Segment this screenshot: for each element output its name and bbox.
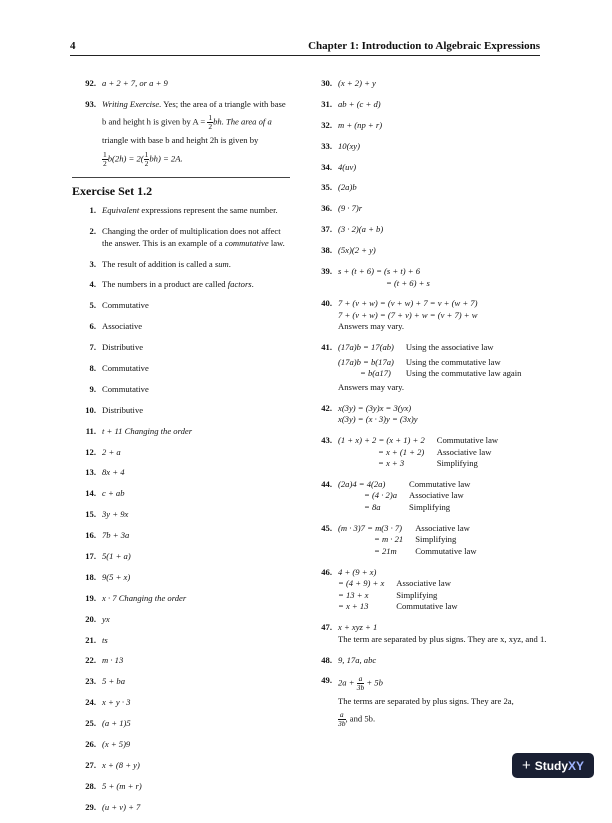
- exercise-number: 37.: [321, 224, 332, 235]
- equation-line: x(3y) = (x · 3)y = (3x)y: [338, 414, 418, 425]
- exercise-number: 4.: [89, 279, 96, 290]
- exercise-item: [78, 226, 290, 249]
- answer-text: bh) = 2A.: [149, 153, 183, 164]
- exercise-item: [78, 384, 290, 396]
- header-rule: [70, 55, 540, 56]
- exercise-answer: Distributive: [102, 342, 144, 353]
- page-number: 4: [70, 40, 76, 52]
- exercise-47: [314, 622, 554, 645]
- exercise-answer: [102, 205, 290, 217]
- exercise-number: 21.: [85, 634, 96, 645]
- exercise-number: 43.: [321, 435, 332, 446]
- exercise-answer: c + ab: [102, 488, 125, 499]
- exercise-item: [78, 614, 290, 626]
- logo-text: Study: [534, 758, 569, 773]
- step-expression: = x + 3: [378, 458, 405, 469]
- exercise-item: [314, 120, 554, 132]
- exercise-number: 7.: [89, 342, 96, 353]
- exercise-number: 41.: [321, 342, 332, 353]
- exercise-39: [314, 266, 554, 289]
- step-table: [338, 435, 504, 470]
- answer-text: The numbers in a product are called: [102, 279, 228, 290]
- exercise-number: 40.: [321, 298, 332, 309]
- studyxy-logo[interactable]: [512, 753, 594, 778]
- step-expression: = (4 · 2)a: [364, 490, 398, 501]
- exercise-number: 27.: [85, 759, 96, 770]
- exercise-item: [78, 321, 290, 333]
- step-expression: (2a)4 = 4(2a): [338, 478, 386, 489]
- exercise-answer: 7b + 3a: [102, 530, 130, 541]
- exercise-item: [314, 99, 554, 111]
- exercise-number: 34.: [321, 161, 332, 172]
- answer-list: [78, 300, 290, 813]
- exercise-44: [314, 479, 554, 514]
- equation-line: 4 + (9 + x): [338, 566, 377, 577]
- exercise-number: 28.: [85, 780, 96, 791]
- exercise-item: [314, 203, 554, 215]
- exercise-item: [78, 488, 290, 500]
- answer-text: triangle with base b and height 2h is given by: [102, 135, 259, 146]
- exercise-answer: m + (np + r): [338, 119, 383, 130]
- step-expression: = x + (1 + 2): [378, 446, 425, 457]
- exercise-number: 14.: [85, 488, 96, 499]
- equation-line: x(3y) = (3y)x = 3(yx): [338, 402, 412, 413]
- answer-text: bh. The area of a: [213, 116, 272, 127]
- exercise-number: 9.: [89, 383, 96, 394]
- exercise-number: 49.: [321, 675, 332, 686]
- exercise-answer: m · 13: [102, 655, 124, 666]
- exercise-answer: 9(5 + x): [102, 571, 131, 582]
- exercise-answer: (2a)b: [338, 182, 357, 193]
- exercise-number: 31.: [321, 98, 332, 109]
- exercise-92: [78, 78, 290, 90]
- step-reason: Simplifying: [409, 501, 451, 512]
- exercise-item: [78, 205, 290, 217]
- step-expression: (17a)b = 17(ab): [338, 342, 394, 353]
- equation-line: = (t + 6) + s: [386, 277, 430, 288]
- exercise-answer: (x + 5)9: [102, 739, 131, 750]
- writing-exercise-label: Writing Exercise.: [102, 98, 162, 109]
- exercise-answer: 5 + (m + r): [102, 780, 142, 791]
- right-column: [314, 78, 554, 737]
- exercise-number: 19.: [85, 592, 96, 603]
- step-reason: Simplifying: [396, 589, 438, 600]
- exercise-answer: Distributive: [102, 404, 144, 415]
- exercise-43: [314, 435, 554, 470]
- exercise-item: [314, 78, 554, 90]
- answer-keyword: sum: [214, 258, 229, 269]
- exercise-answer: t + 11 Changing the order: [102, 425, 193, 436]
- exercise-number: 1.: [89, 205, 96, 216]
- exercise-answer: (5x)(2 + y): [338, 245, 376, 256]
- exercise-answer: Commutative: [102, 363, 149, 374]
- exercise-item: [78, 802, 290, 814]
- note: , and 5b.: [345, 713, 376, 724]
- equation-line: 7 + (v + w) = (7 + v) + w = (v + 7) + w: [338, 309, 478, 320]
- logo-text-accent: XY: [568, 758, 585, 773]
- equation-part: 2a +: [338, 677, 357, 688]
- step-reason: Using the commutative law again: [405, 368, 522, 379]
- exercise-number: 3.: [89, 258, 96, 269]
- step-expression: = (4 + 9) + x: [338, 578, 385, 589]
- fraction: $\frac{a}{3b}$: [356, 674, 365, 693]
- answer-text: .: [228, 258, 231, 269]
- exercise-number: 22.: [85, 655, 96, 666]
- fraction: $\frac{1}{2}$: [144, 149, 149, 168]
- exercise-answer: Commutative: [102, 383, 149, 394]
- exercise-number: 45.: [321, 522, 332, 533]
- exercise-number: 18.: [85, 571, 96, 582]
- step-reason: Using the commutative law: [405, 356, 501, 367]
- answer-text: Changing the order of multiplication does not affect the answer. This is an example of a: [102, 226, 281, 248]
- exercise-number: 42.: [321, 402, 332, 413]
- exercise-48: [314, 655, 554, 667]
- exercise-number: 35.: [321, 182, 332, 193]
- exercise-item: [78, 676, 290, 688]
- fraction: $\frac{1}{2}$: [103, 149, 107, 168]
- exercise-number: 32.: [321, 119, 332, 130]
- exercise-number: 16.: [85, 530, 96, 541]
- answer-text: b and height h is given by A =: [102, 116, 208, 127]
- step-table: [338, 578, 464, 613]
- exercise-answer: (3 · 2)(a + b): [338, 224, 384, 235]
- exercise-item: [78, 655, 290, 667]
- left-column: [72, 78, 290, 823]
- exercise-item: [78, 781, 290, 793]
- exercise-answer: (9 · 7)r: [338, 203, 363, 214]
- step-expression: = 8a: [364, 501, 381, 512]
- exercise-item: [314, 141, 554, 153]
- exercise-number: 93.: [85, 98, 96, 109]
- step-reason: Using the associative law: [405, 342, 494, 353]
- exercise-item: [78, 551, 290, 563]
- exercise-item: [78, 405, 290, 417]
- exercise-item: [78, 342, 290, 354]
- answer-keyword: commutative: [224, 237, 269, 248]
- exercise-number: 33.: [321, 140, 332, 151]
- exercise-item: [78, 447, 290, 459]
- exercise-item: [78, 572, 290, 584]
- exercise-item: [78, 635, 290, 647]
- exercise-number: 13.: [85, 467, 96, 478]
- exercise-answer: (x + 2) + y: [338, 78, 376, 88]
- exercise-number: 25.: [85, 718, 96, 729]
- exercise-number: 38.: [321, 245, 332, 256]
- exercise-item: [78, 426, 290, 438]
- step-expression: (17a)b = b(17a): [338, 356, 394, 367]
- fraction: $\frac{a}{3b}$: [338, 709, 346, 728]
- step-expression: (1 + x) + 2 = (x + 1) + 2: [338, 435, 425, 446]
- step-reason: Simplifying: [415, 534, 457, 545]
- exercise-item: [78, 300, 290, 312]
- step-expression: = m · 21: [374, 534, 404, 545]
- exercise-number: 36.: [321, 203, 332, 214]
- exercise-answer: a + 2 + 7, or a + 9: [102, 78, 168, 88]
- exercise-number: 39.: [321, 266, 332, 277]
- exercise-45: [314, 523, 554, 558]
- exercise-number: 48.: [321, 654, 332, 665]
- exercise-number: 20.: [85, 613, 96, 624]
- equation-line: x + xyz + 1: [338, 622, 378, 633]
- section-divider: [72, 177, 290, 178]
- exercise-number: 92.: [85, 78, 96, 88]
- exercise-item: [78, 739, 290, 751]
- step-reason: Associative law: [436, 446, 492, 457]
- exercise-item: [78, 259, 290, 271]
- note: Answers may vary.: [338, 321, 405, 332]
- exercise-number: 10.: [85, 404, 96, 415]
- exercise-41: [314, 342, 554, 393]
- exercise-answer: x · 7 Changing the order: [102, 592, 187, 603]
- equation-line: s + (t + 6) = (s + t) + 6: [338, 266, 420, 277]
- exercise-answer: yx: [102, 613, 110, 624]
- exercise-answer: 8x + 4: [102, 467, 125, 478]
- exercise-93: [78, 99, 290, 168]
- exercise-42: [314, 403, 554, 426]
- exercise-answer: 3y + 9x: [102, 509, 129, 520]
- exercise-item: [314, 224, 554, 236]
- exercise-40: [314, 298, 554, 333]
- answer-text: The result of addition is called a: [102, 258, 215, 269]
- answer-text: expressions represent the same number.: [139, 205, 278, 216]
- exercise-number: 26.: [85, 739, 96, 750]
- exercise-answer: [102, 259, 290, 271]
- answer-text: Yes; the area of a triangle with base: [161, 98, 286, 109]
- exercise-answer: Associative: [102, 321, 143, 332]
- exercise-answer: ts: [102, 634, 108, 645]
- exercise-item: [314, 182, 554, 194]
- plus-icon: +: [521, 757, 531, 774]
- exercise-answer: x + y · 3: [102, 697, 131, 708]
- exercise-number: 44.: [321, 478, 332, 489]
- answer-text: b(2h) = 2(: [107, 153, 144, 164]
- exercise-answer: 9, 17a, abc: [338, 654, 377, 665]
- exercise-answer: x + (8 + y): [102, 759, 140, 770]
- step-table: [338, 342, 527, 380]
- exercise-46: [314, 567, 554, 613]
- step-expression: = 13 + x: [338, 589, 369, 600]
- exercise-number: 30.: [321, 78, 332, 88]
- exercise-number: 23.: [85, 676, 96, 687]
- answer-list: [314, 78, 554, 257]
- exercise-answer: 5 + ba: [102, 676, 125, 687]
- exercise-number: 6.: [89, 321, 96, 332]
- exercise-number: 15.: [85, 509, 96, 520]
- exercise-item: [78, 509, 290, 521]
- note: The term are separated by plus signs. They are x, xyz, and 1.: [338, 633, 547, 644]
- step-reason: Associative law: [396, 578, 451, 589]
- step-reason: Commutative law: [436, 435, 499, 446]
- exercise-answer: ab + (c + d): [338, 98, 381, 109]
- exercise-item: [78, 363, 290, 375]
- exercise-item: [78, 279, 290, 291]
- exercise-answer: [102, 99, 290, 168]
- step-expression: = 21m: [374, 545, 397, 556]
- exercise-number: 11.: [85, 425, 96, 436]
- fraction: $\frac{1}{2}$: [208, 113, 213, 132]
- answer-text: law.: [268, 237, 285, 248]
- exercise-answer: (u + v) + 7: [102, 801, 141, 812]
- step-expression: (m · 3)7 = m(3 · 7): [338, 522, 403, 533]
- exercise-number: 2.: [89, 226, 96, 237]
- step-table: [338, 523, 483, 558]
- exercise-number: 24.: [85, 697, 96, 708]
- exercise-answer: [102, 279, 290, 291]
- exercise-number: 5.: [89, 300, 96, 311]
- exercise-answer: 4(uv): [338, 161, 357, 172]
- exercise-item: [78, 593, 290, 605]
- exercise-item: [314, 245, 554, 257]
- step-reason: Associative law: [415, 522, 470, 533]
- answer-keyword: Equivalent: [102, 205, 140, 216]
- exercise-item: [78, 467, 290, 479]
- exercise-item: [78, 760, 290, 772]
- exercise-item: [314, 162, 554, 174]
- step-reason: Simplifying: [436, 458, 478, 469]
- exercise-answer: (a + 1)5: [102, 718, 131, 729]
- chapter-title: Chapter 1: Introduction to Algebraic Expressions: [308, 40, 540, 52]
- exercise-answer: 10(xy): [338, 140, 360, 151]
- exercise-number: 46.: [321, 566, 332, 577]
- equation-part: + 5b: [364, 677, 383, 688]
- step-reason: Associative law: [409, 490, 464, 501]
- exercise-answer: 5(1 + a): [102, 551, 131, 562]
- step-table: [338, 479, 476, 514]
- exercise-answer: [102, 226, 290, 249]
- step-expression: = b(a17): [360, 368, 391, 379]
- exercise-number: 17.: [85, 551, 96, 562]
- step-reason: Commutative law: [415, 545, 477, 556]
- exercise-number: 12.: [85, 446, 96, 457]
- exercise-item: [78, 697, 290, 709]
- step-reason: Commutative law: [409, 478, 471, 489]
- answer-text: .: [251, 279, 254, 290]
- note: The terms are separated by plus signs. They are 2a,: [338, 696, 514, 707]
- exercise-item: [78, 718, 290, 730]
- exercise-number: 47.: [321, 622, 332, 633]
- equation-line: 7 + (v + w) = (v + w) + 7 = v + (w + 7): [338, 298, 478, 309]
- step-expression: = x + 13: [338, 601, 369, 612]
- exercise-item: [78, 530, 290, 542]
- answer-keyword: factors: [227, 279, 252, 290]
- note: Answers may vary.: [338, 381, 405, 392]
- exercise-answer: Commutative: [102, 300, 149, 311]
- exercise-49: [314, 675, 554, 728]
- exercise-number: 8.: [89, 363, 96, 374]
- section-title: Exercise Set 1.2: [72, 184, 153, 199]
- definition-list: [78, 205, 290, 291]
- exercise-answer: 2 + a: [102, 446, 121, 457]
- step-reason: Commutative law: [396, 601, 458, 612]
- exercise-number: 29.: [85, 801, 96, 812]
